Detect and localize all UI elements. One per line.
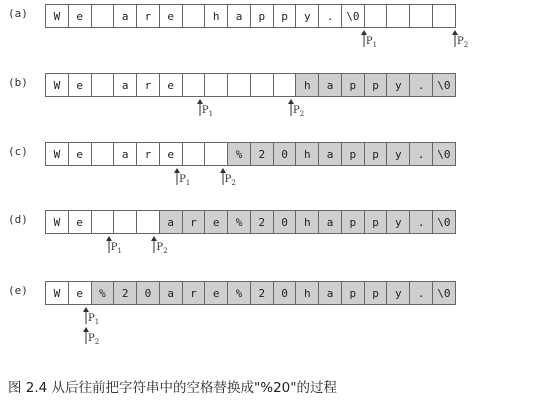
char-cell: W xyxy=(46,5,69,27)
char-cell: 0 xyxy=(274,282,297,304)
char-cell: 2 xyxy=(114,282,137,304)
char-cell: p xyxy=(251,5,274,27)
char-cell: y xyxy=(387,143,410,165)
char-cell: a xyxy=(114,5,137,27)
char-cell: \0 xyxy=(342,5,365,27)
pointer-name: P xyxy=(224,174,232,185)
char-cell xyxy=(92,74,115,96)
char-cell: . xyxy=(410,143,433,165)
char-cell xyxy=(410,5,433,27)
pointer-subscript: 1 xyxy=(372,41,378,49)
char-cell xyxy=(228,74,251,96)
char-cell: p xyxy=(365,211,388,233)
pointer-subscript: 2 xyxy=(463,41,469,49)
pointer-name: P xyxy=(110,242,118,253)
pointer-label xyxy=(457,36,468,49)
char-cell: h xyxy=(296,282,319,304)
char-cell: h xyxy=(205,5,228,27)
char-cell: p xyxy=(274,5,297,27)
char-cell: r xyxy=(183,211,206,233)
char-cell: e xyxy=(160,5,183,27)
char-cell: h xyxy=(296,143,319,165)
char-cell: a xyxy=(319,282,342,304)
char-cell: e xyxy=(69,5,92,27)
char-array xyxy=(45,4,456,28)
char-cell xyxy=(387,5,410,27)
char-cell xyxy=(92,5,115,27)
char-array xyxy=(45,73,456,97)
char-cell: e xyxy=(160,74,183,96)
pointer-name: P xyxy=(88,313,95,324)
char-cell: y xyxy=(387,74,410,96)
char-cell: y xyxy=(387,282,410,304)
char-cell: . xyxy=(410,74,433,96)
char-cell: a xyxy=(319,211,342,233)
char-cell: a xyxy=(160,211,183,233)
char-cell: e xyxy=(160,143,183,165)
pointer-label xyxy=(88,313,99,326)
char-cell: y xyxy=(387,211,410,233)
char-cell: e xyxy=(69,143,92,165)
pointer-p1 xyxy=(361,30,391,54)
char-cell: p xyxy=(342,282,365,304)
char-cell: a xyxy=(319,143,342,165)
char-cell: \0 xyxy=(433,282,456,304)
char-cell: 0 xyxy=(274,211,297,233)
figure-caption: 图 2.4 从后往前把字符串中的空格替换成"%20"的过程 xyxy=(8,380,337,396)
pointer-label xyxy=(293,105,304,118)
pointer-p2 xyxy=(220,168,250,192)
char-cell: 2 xyxy=(251,211,274,233)
pointer-name: P xyxy=(201,105,209,116)
char-cell: % xyxy=(92,282,115,304)
char-cell: y xyxy=(296,5,319,27)
char-cell: e xyxy=(205,211,228,233)
row-label: (e) xyxy=(8,284,28,297)
char-cell: a xyxy=(114,143,137,165)
char-cell: e xyxy=(205,282,228,304)
pointer-label xyxy=(156,242,167,255)
pointer-label xyxy=(202,105,213,118)
char-cell: 0 xyxy=(137,282,160,304)
char-cell: e xyxy=(69,211,92,233)
pointer-subscript: 1 xyxy=(94,318,100,326)
pointer-label xyxy=(88,333,99,346)
char-cell: % xyxy=(228,211,251,233)
pointer-subscript: 2 xyxy=(299,110,305,118)
pointer-subscript: 1 xyxy=(117,247,122,255)
pointer-p2 xyxy=(83,327,113,351)
row-label: (b) xyxy=(8,76,28,89)
char-cell: p xyxy=(365,143,388,165)
pointer-name: P xyxy=(179,174,186,185)
char-cell: r xyxy=(183,282,206,304)
pointer-name: P xyxy=(156,242,164,253)
char-cell: % xyxy=(228,143,251,165)
char-cell: 2 xyxy=(251,143,274,165)
char-cell: a xyxy=(114,74,137,96)
char-cell: p xyxy=(365,74,388,96)
char-cell: 2 xyxy=(251,282,274,304)
pointer-name: P xyxy=(365,36,373,47)
char-cell xyxy=(433,5,456,27)
pointer-subscript: 2 xyxy=(231,179,236,187)
pointer-subscript: 1 xyxy=(185,179,191,187)
char-cell xyxy=(365,5,388,27)
pointer-p1 xyxy=(197,99,227,123)
char-cell xyxy=(183,74,206,96)
char-cell: \0 xyxy=(433,143,456,165)
char-cell: 0 xyxy=(274,143,297,165)
char-array xyxy=(45,142,456,166)
char-cell: % xyxy=(228,282,251,304)
row-label: (a) xyxy=(8,7,28,20)
char-cell: \0 xyxy=(433,211,456,233)
char-cell xyxy=(183,143,206,165)
char-cell xyxy=(137,211,160,233)
char-cell: . xyxy=(410,282,433,304)
char-cell: p xyxy=(342,74,365,96)
pointer-label xyxy=(225,174,236,187)
char-array xyxy=(45,281,456,305)
char-cell: . xyxy=(410,211,433,233)
char-cell: a xyxy=(228,5,251,27)
pointer-subscript: 1 xyxy=(208,110,214,118)
char-cell xyxy=(92,143,115,165)
char-cell: r xyxy=(137,143,160,165)
char-cell: h xyxy=(296,211,319,233)
pointer-subscript: 2 xyxy=(94,338,100,346)
pointer-p1 xyxy=(106,236,136,260)
char-cell: e xyxy=(69,74,92,96)
pointer-label xyxy=(179,174,190,187)
char-cell xyxy=(114,211,137,233)
char-cell: p xyxy=(342,211,365,233)
char-cell: e xyxy=(69,282,92,304)
char-cell: p xyxy=(342,143,365,165)
row-label: (d) xyxy=(8,213,28,226)
char-cell xyxy=(183,5,206,27)
char-cell: . xyxy=(319,5,342,27)
char-cell xyxy=(251,74,274,96)
char-cell: W xyxy=(46,74,69,96)
pointer-name: P xyxy=(88,333,95,344)
char-array xyxy=(45,210,456,234)
pointer-name: P xyxy=(293,105,300,116)
char-cell: W xyxy=(46,211,69,233)
pointer-label xyxy=(111,242,122,255)
pointer-subscript: 2 xyxy=(163,247,168,255)
char-cell: r xyxy=(137,74,160,96)
char-cell: h xyxy=(296,74,319,96)
pointer-p2 xyxy=(151,236,181,260)
pointer-p1 xyxy=(174,168,204,192)
pointer-name: P xyxy=(457,36,464,47)
row-label: (c) xyxy=(8,145,28,158)
pointer-label xyxy=(366,36,377,49)
char-cell xyxy=(274,74,297,96)
char-cell: \0 xyxy=(433,74,456,96)
char-cell: a xyxy=(319,74,342,96)
char-cell xyxy=(205,74,228,96)
char-cell: r xyxy=(137,5,160,27)
char-cell xyxy=(92,211,115,233)
pointer-p2 xyxy=(452,30,482,54)
pointer-p2 xyxy=(288,99,318,123)
char-cell: W xyxy=(46,143,69,165)
char-cell: a xyxy=(160,282,183,304)
char-cell xyxy=(205,143,228,165)
char-cell: p xyxy=(365,282,388,304)
char-cell: W xyxy=(46,282,69,304)
